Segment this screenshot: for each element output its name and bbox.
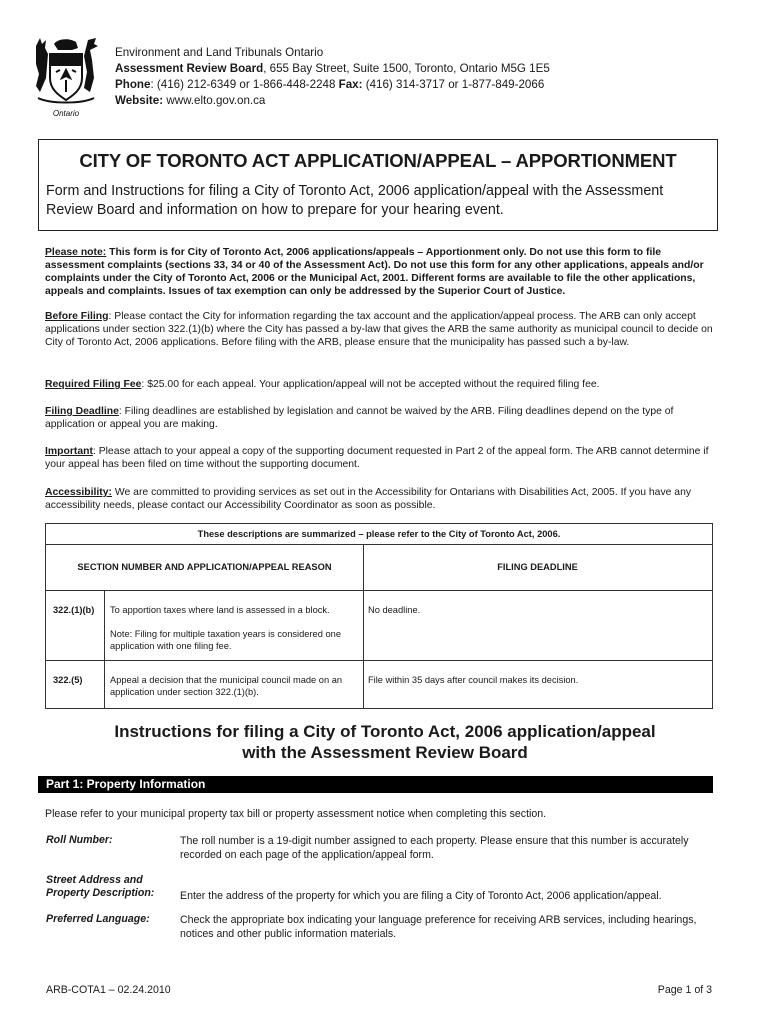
accessibility-label: Accessibility: <box>45 487 112 498</box>
website-line <box>115 93 550 109</box>
table-row <box>46 660 712 708</box>
important-label: Important <box>45 446 93 457</box>
instructions-heading-line2: with the Assessment Review Board <box>242 743 528 762</box>
please-note-text: This form is for City of Toronto Act, 2006 applications/appeals – Apportionment only. Do not use this form to file assessment complaints (sections 33, 34 or 40 of the Assessment Act). Do not use this form for any other applications, appeals and/or complaints under the City of Toronto Act, 2006 or the Municipal Act, 2001. Different forms are available to file the other applications, appeals and complaints. Issues of tax exemption can only be addressed by the Superior Court of Justice. <box>45 247 704 297</box>
col-header-section: SECTION NUMBER AND APPLICATION/APPEAL REASON <box>77 562 332 572</box>
board-address: , 655 Bay Street, Suite 1500, Toronto, Ontario M5G 1E5 <box>263 62 550 75</box>
agency-name: Environment and Land Tribunals Ontario <box>115 46 324 59</box>
row-deadline: No deadline. <box>368 605 421 615</box>
board-name: Assessment Review Board <box>115 62 264 75</box>
row-reason: Appeal a decision that the municipal council made on an application under section 322.(1)(b). <box>110 675 343 697</box>
table-caption-row <box>46 524 712 545</box>
website-link[interactable]: www.elto.gov.on.ca <box>163 94 266 107</box>
filing-fee-text: : $25.00 for each appeal. Your application/appeal will not be accepted without the required filing fee. <box>141 379 600 390</box>
roll-number-text: The roll number is a 19-digit number assigned to each property. Please ensure that this number is accurately recorded on each page of the application/appeal form. <box>180 835 689 861</box>
col-header-deadline: FILING DEADLINE <box>497 562 578 572</box>
phone-label: Phone <box>115 78 151 91</box>
row-section-number: 322.(1)(b) <box>53 605 95 615</box>
preferred-language-label: Preferred Language: <box>46 913 150 925</box>
accessibility-text: We are committed to providing services as set out in the Accessibility for Ontarians with Disabilities Act, 2005. If you have any accessibility needs, please contact our Accessibility Coordinator as soon as possible. <box>45 487 692 511</box>
fax-value: (416) 314-3717 or 1-877-849-2066 <box>362 78 545 91</box>
form-id-footer: ARB-COTA1 – 02.24.2010 <box>46 984 171 996</box>
page-number: Page 1 of 3 <box>657 984 712 996</box>
website-label: Website: <box>115 94 164 107</box>
page-title: CITY OF TORONTO ACT APPLICATION/APPEAL – APPORTIONMENT <box>79 150 677 171</box>
row-section-number: 322.(5) <box>53 675 83 685</box>
important-paragraph <box>45 445 717 471</box>
agency-contact-block <box>115 45 550 109</box>
please-note-label: Please note: <box>45 247 107 258</box>
before-filing-label: Before Filing <box>45 311 109 322</box>
deadline-table <box>45 523 713 709</box>
ontario-crest-logo <box>30 34 102 120</box>
table-caption: These descriptions are summarized – please refer to the City of Toronto Act, 2006. <box>197 529 561 539</box>
filing-deadline-label: Filing Deadline <box>45 406 119 417</box>
table-row <box>46 590 712 661</box>
filing-deadline-text: : Filing deadlines are established by legislation and cannot be waived by the ARB. Filing deadlines depend on the type of application or appeal you are making. <box>45 406 674 430</box>
board-address-line <box>115 61 550 77</box>
phone-value: : (416) 212-6349 or 1-866-448-2248 <box>150 78 339 91</box>
filing-fee-paragraph <box>45 378 717 391</box>
part1-section-bar: Part 1: Property Information <box>38 776 713 793</box>
filing-deadline-paragraph <box>45 405 717 431</box>
preferred-language-text: Check the appropriate box indicating your language preference for receiving ARB services, including hearings, notices and other public information materials. <box>180 914 697 940</box>
filing-fee-label: Required Filing Fee <box>45 379 142 390</box>
part1-intro: Please refer to your municipal property tax bill or property assessment notice when completing this section. <box>45 808 547 820</box>
title-box <box>38 139 718 231</box>
row-note: Note: Filing for multiple taxation years is considered one application with one filing fee. <box>110 629 341 651</box>
row-reason: To apportion taxes where land is assessed in a block. <box>110 605 330 615</box>
street-address-text: Enter the address of the property for which you are filing a City of Toronto Act, 2006 application/appeal. <box>180 890 662 902</box>
table-header-row <box>46 544 712 591</box>
crest-wordmark: Ontario <box>52 109 80 118</box>
before-filing-paragraph <box>45 310 717 349</box>
instructions-heading <box>40 721 730 763</box>
instructions-heading-line1: Instructions for filing a City of Toronto Act, 2006 application/appeal <box>114 722 656 741</box>
row-deadline: File within 35 days after council makes its decision. <box>368 675 579 685</box>
fax-label: Fax: <box>338 78 363 91</box>
roll-number-label: Roll Number: <box>46 834 113 846</box>
please-note-paragraph <box>45 246 717 298</box>
street-address-label: Street Address and Property Description: <box>46 874 155 899</box>
important-text: : Please attach to your appeal a copy of the supporting document requested in Part 2 of the appeal form. The ARB cannot determine if your appeal has been filed on time without the supporting document. <box>45 446 709 470</box>
before-filing-text: : Please contact the City for information regarding the tax account and the application/appeal process. The ARB can only accept applications under section 322.(1)(b) where the City has passed a by-law that gives the ARB the same authority as municipal council to decide on City of Toronto Act, 2006 applications. Before filing with the ARB, please ensure that the municipality has passed such a by-law. <box>45 311 713 348</box>
accessibility-paragraph <box>45 486 717 512</box>
phone-fax-line <box>115 77 550 93</box>
page-subtitle: Form and Instructions for filing a City of Toronto Act, 2006 application/appeal with the Assessment Review Board and information on how to prepare for your hearing event. <box>46 183 664 218</box>
